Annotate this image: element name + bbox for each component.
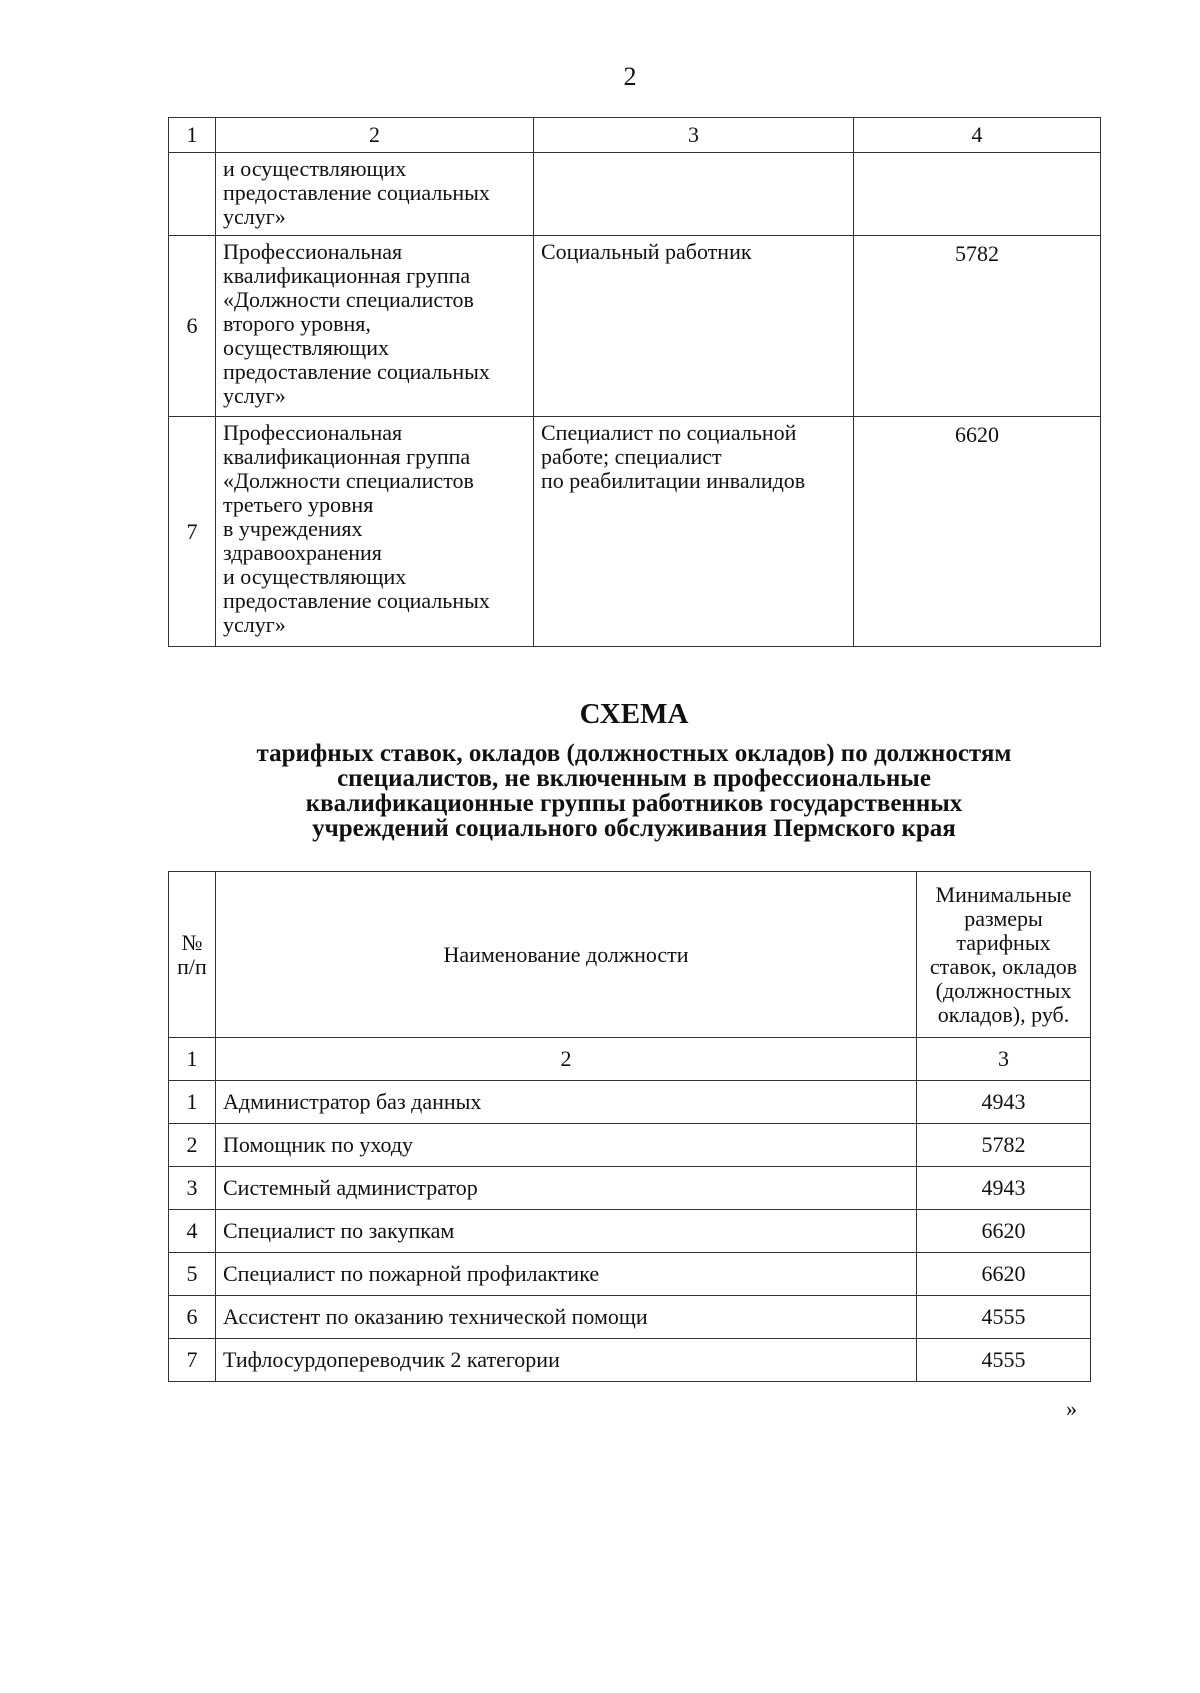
table-row [169,1253,1091,1296]
row-number [169,153,216,236]
header-cell: 4 [854,118,1101,153]
position-name: Специалист по социальной работе; специалист по реабилитации инвалидов [534,417,854,647]
salary-value: 6620 [854,417,1101,647]
row-number: 3 [169,1167,216,1210]
header-name: Наименование должности [216,872,917,1038]
table-header-row [169,872,1091,1038]
table-row [169,1210,1091,1253]
salary-value: 4943 [917,1167,1091,1210]
position-name [534,153,854,236]
table-row [169,417,1101,647]
row-number: 2 [169,1124,216,1167]
salary-value: 4555 [917,1339,1091,1382]
group-name: и осуществляющих предоставление социальных услуг» [216,153,534,236]
position-name: Социальный работник [534,236,854,417]
salary-value: 6620 [917,1210,1091,1253]
table-row [169,1081,1091,1124]
position-name: Администратор баз данных [216,1081,917,1124]
salary-value: 4943 [917,1081,1091,1124]
row-number: 1 [169,1081,216,1124]
position-name: Ассистент по оказанию технической помощи [216,1296,917,1339]
salary-value: 5782 [917,1124,1091,1167]
position-name: Системный администратор [216,1167,917,1210]
row-number: 5 [169,1253,216,1296]
position-name: Тифлосурдопереводчик 2 категории [216,1339,917,1382]
schema-title: СХЕМА [579,698,689,730]
salary-value: 4555 [917,1296,1091,1339]
schema-subtitle: тарифных ставок, окладов (должностных окладов) по должностям специалистов, не включенным в профессиональные квалификационные группы работников государственных учреждений социального обслуживания Пермского края [256,740,1012,842]
row-number: 7 [169,417,216,647]
qualification-groups-table [168,117,1101,647]
group-name: Профессиональная квалификационная группа «Должности специалистов второго уровня, осуществляющих предоставление социальных услуг» [216,236,534,417]
table-row [169,236,1101,417]
table-row [169,1296,1091,1339]
header-cell: 3 [534,118,854,153]
table-row [169,1339,1091,1382]
group-name: Профессиональная квалификационная группа «Должности специалистов третьего уровня в учреждениях здравоохранения и осуществляющих предоставление социальных услуг» [216,417,534,647]
header-num: № п/п [169,872,216,1038]
position-name: Помощник по уходу [216,1124,917,1167]
salary-value: 5782 [854,236,1101,417]
index-row: 1 2 3 [169,1038,1091,1081]
position-name: Специалист по закупкам [216,1210,917,1253]
specialists-table [168,871,1091,1382]
row-number: 6 [169,236,216,417]
table-row [169,1167,1091,1210]
header-cell: 2 [216,118,534,153]
header-cell: 1 [169,118,216,153]
salary-value [854,153,1101,236]
table-row [169,1124,1091,1167]
position-name: Специалист по пожарной профилактике [216,1253,917,1296]
salary-value: 6620 [917,1253,1091,1296]
row-number: 7 [169,1339,216,1382]
row-number: 6 [169,1296,216,1339]
closing-quote: » [1066,1396,1077,1421]
row-number: 4 [169,1210,216,1253]
table-row [169,153,1101,236]
page-number: 2 [623,62,637,91]
table-header-row [169,118,1101,153]
header-salary: Минимальные размеры тарифных ставок, окладов (должностных окладов), руб. [917,872,1091,1038]
